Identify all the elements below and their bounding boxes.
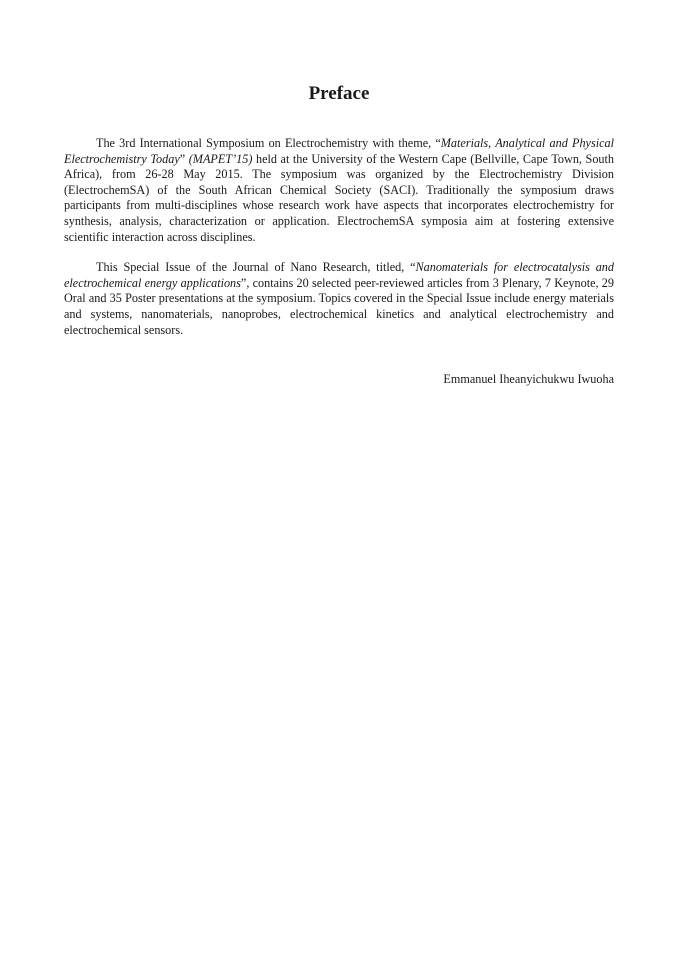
paragraph-special-issue — [64, 260, 614, 338]
signature: Emmanuel Iheanyichukwu Iwuoha — [443, 372, 614, 386]
paragraph-symposium — [64, 136, 614, 245]
paragraph-text: ” — [179, 151, 189, 166]
special-issue-title: Nanomaterials for electrocatalysis and electrochemical energy applications — [64, 260, 614, 290]
page-title: Preface — [308, 83, 370, 104]
paragraph-text: held at the University of the Western Cape (Bellville, Cape Town, South Africa), from 26-28 May 2015. The symposium was organized by the Electrochemistry Division (ElectrochemSA) of the South African Chemical Society (SACI). Traditionally the symposium draws participants from multi-disciplines whose research work have aspects that incorporates electrochemistry for synthesis, analysis, characterization or application. ElectrochemSA symposia aim at fostering extensive scientific interaction across disciplines. — [64, 151, 614, 244]
symposium-acronym: (MAPET’15) — [188, 151, 253, 166]
paragraph-text: ”, contains 20 selected peer-reviewed articles from 3 Plenary, 7 Keynote, 29 Oral and 35 Poster presentations at the symposium. Topics covered in the Special Issue include energy materials and systems, nanomaterials, nanoprobes, electrochemical kinetics and analytical electrochemistry and electrochemical sensors. — [64, 275, 614, 337]
paragraph-text: The 3rd International Symposium on Electrochemistry with theme, “ — [96, 136, 441, 150]
symposium-theme: Materials, Analytical and Physical Electrochemistry Today — [64, 136, 614, 166]
preface-body — [64, 136, 614, 338]
paragraph-text: This Special Issue of the Journal of Nano Research, titled, “ — [96, 260, 416, 275]
